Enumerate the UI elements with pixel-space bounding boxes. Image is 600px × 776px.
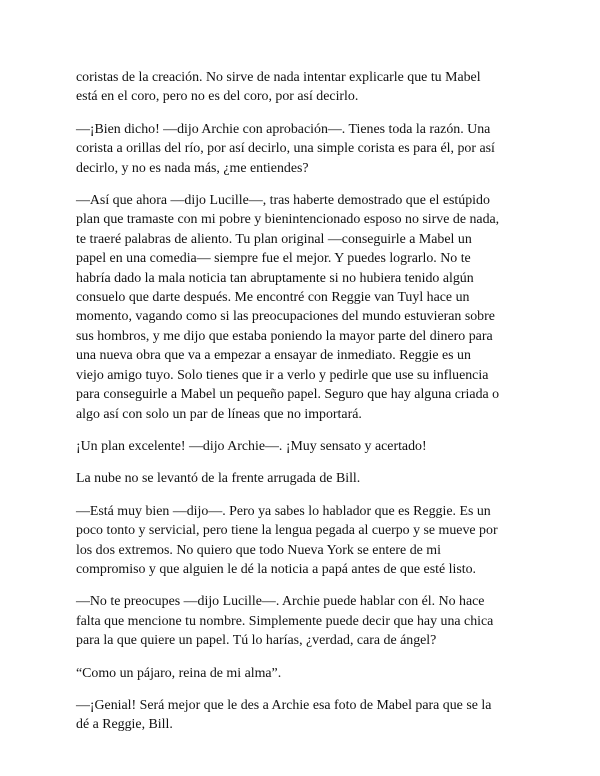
paragraph: —No te preocupes —dijo Lucille—. Archie puede hablar con él. No hace falta que mencione tu nombre. Simplemente puede decir que hay una chica para la que quiere un papel. Tú lo harías, ¿verdad, cara de ángel? xyxy=(76,594,494,649)
paragraph: —Está muy bien —dijo—. Pero ya sabes lo hablador que es Reggie. Es un poco tonto y servicial, pero tiene la lengua pegada al cuerpo y se mueve por los dos extremos. No quiero que todo Nueva York se entere de mi compromiso y que alguien le dé la noticia a papá antes de que esté listo. xyxy=(76,503,498,577)
paragraph: —Así que ahora —dijo Lucille—, tras haberte demostrado que el estúpido plan que tramaste con mi pobre y bienintencionado esposo no sirve de nada, te traeré palabras de aliento. Tu plan original —conseguirle a Mabel un papel en una comedia— siempre fue el mejor. Y puedes lograrlo. No te habría dado la mala noticia tan abruptamente si no hubiera tenido algún consuelo que darte después. Me encontré con Reggie van Tuyl hace un momento, vagando como si las preocupaciones del mundo estuvieran sobre sus hombros, y me dijo que estaba poniendo la mayor parte del dinero para una nueva obra que va a empezar a ensayar de inmediato. Reggie es un viejo amigo tuyo. Solo tienes que ir a verlo y pedirle que use su influencia para conseguirle a Mabel un pequeño papel. Seguro que hay alguna criada o algo así con solo un par de líneas que no importará. xyxy=(76,193,500,422)
paragraph: La nube no se levantó de la frente arrugada de Bill. xyxy=(76,471,361,487)
document-page xyxy=(76,68,536,748)
paragraph: “Como un pájaro, reina de mi alma”. xyxy=(76,665,282,681)
paragraph: —¡Bien dicho! —dijo Archie con aprobación—. Tienes toda la razón. Una corista a orillas del río, por así decirlo, una simple corista es para él, por así decirlo, y no es nada más, ¿me entiendes? xyxy=(76,121,495,176)
paragraph: ¡Un plan excelente! —dijo Archie—. ¡Muy sensato y acertado! xyxy=(76,438,427,454)
paragraph: coristas de la creación. No sirve de nada intentar explicarle que tu Mabel está en el coro, pero no es del coro, por así decirlo. xyxy=(76,70,481,105)
paragraph: —¡Genial! Será mejor que le des a Archie esa foto de Mabel para que se la dé a Reggie, Bill. xyxy=(76,697,492,733)
